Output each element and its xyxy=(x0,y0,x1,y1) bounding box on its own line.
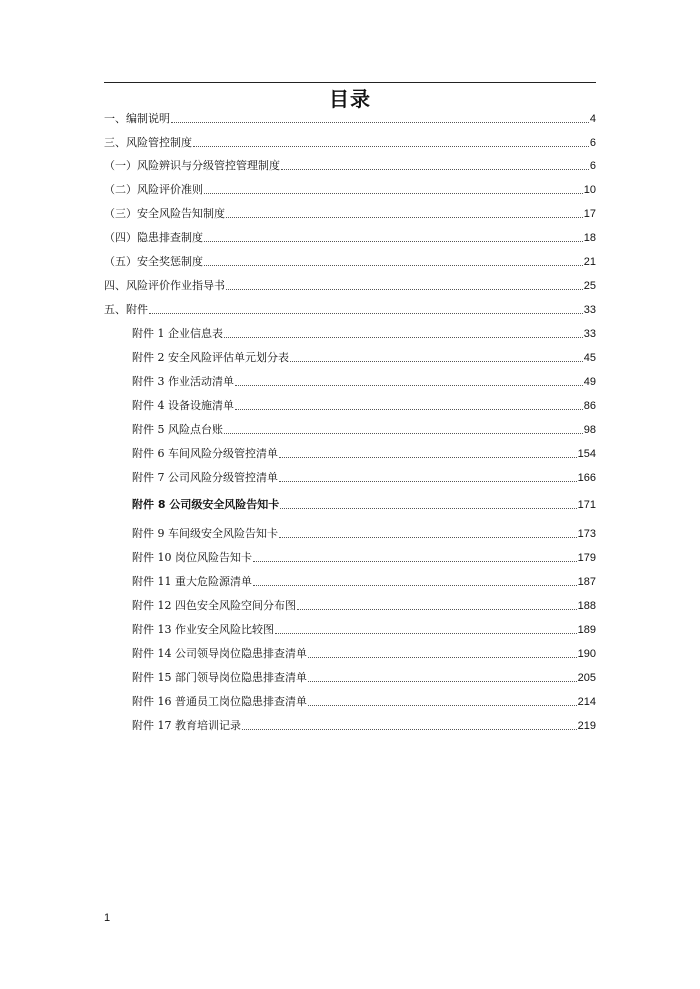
toc-entry[interactable] xyxy=(104,132,596,150)
toc-entry[interactable] xyxy=(104,155,596,173)
toc-entry[interactable] xyxy=(132,443,596,461)
toc-leader-dots xyxy=(281,169,589,170)
toc-entry-label: 五、附件 xyxy=(104,303,148,316)
toc-entry[interactable] xyxy=(132,371,596,389)
toc-entry-page: 98 xyxy=(583,424,596,436)
toc-leader-dots xyxy=(224,337,583,338)
toc-entry-label: 四、风险评价作业指导书 xyxy=(104,279,225,292)
toc-entry-label: 附件 8 公司级安全风险告知卡 xyxy=(132,498,280,511)
toc-entry[interactable] xyxy=(132,571,596,589)
toc-entry-label: 一、编制说明 xyxy=(104,112,170,125)
toc-leader-dots xyxy=(204,241,583,242)
toc-entry-label: 附件 4 设备设施清单 xyxy=(132,399,234,412)
toc-entry-label: 附件 15 部门领导岗位隐患排查清单 xyxy=(132,671,307,684)
toc-title: 目录 xyxy=(329,87,371,111)
toc-entry[interactable] xyxy=(132,595,596,613)
toc-leader-dots xyxy=(171,122,589,123)
toc-entry-page: 21 xyxy=(583,256,596,268)
toc-entry-page: 18 xyxy=(583,232,596,244)
toc-leader-dots xyxy=(204,265,583,266)
toc-entry-label: 附件 13 作业安全风险比较图 xyxy=(132,623,274,636)
toc-entry-label: 附件 1 企业信息表 xyxy=(132,327,223,340)
toc-entry[interactable] xyxy=(132,643,596,661)
toc-entry-page: 33 xyxy=(583,328,596,340)
toc-entry[interactable] xyxy=(104,227,596,245)
toc-entry[interactable] xyxy=(132,395,596,413)
toc-leader-dots xyxy=(279,481,577,482)
toc-entry-label: 附件 11 重大危险源清单 xyxy=(132,575,252,588)
toc-entry-label: 附件 10 岗位风险告知卡 xyxy=(132,551,252,564)
toc-leader-dots xyxy=(308,705,577,706)
toc-entry-label: 附件 17 教育培训记录 xyxy=(132,719,241,732)
toc-leader-dots xyxy=(193,146,589,147)
toc-leader-dots xyxy=(242,729,577,730)
toc-leader-dots xyxy=(308,681,577,682)
toc-entry-page: 166 xyxy=(577,472,596,484)
toc-entry-page: 190 xyxy=(577,648,596,660)
toc-leader-dots xyxy=(226,217,583,218)
toc-entry-page: 17 xyxy=(583,208,596,220)
toc-entry-label: 附件 2 安全风险评估单元划分表 xyxy=(132,351,289,364)
toc-entry-label: （四）隐患排查制度 xyxy=(104,231,203,244)
toc-leader-dots xyxy=(224,433,583,434)
toc-leader-dots xyxy=(280,508,576,509)
toc-entry[interactable] xyxy=(132,494,596,512)
toc-entry-page: 205 xyxy=(577,672,596,684)
toc-entry[interactable] xyxy=(132,419,596,437)
toc-entry-label: （五）安全奖惩制度 xyxy=(104,255,203,268)
toc-entry-page: 6 xyxy=(589,137,596,149)
toc-leader-dots xyxy=(235,409,583,410)
toc-entry-label: （三）安全风险告知制度 xyxy=(104,207,225,220)
toc-entry[interactable] xyxy=(132,715,596,733)
page-number: 1 xyxy=(104,912,111,924)
toc-entry-page: 179 xyxy=(577,552,596,564)
toc-entry-page: 10 xyxy=(583,184,596,196)
toc-entry[interactable] xyxy=(104,108,596,126)
toc-entry[interactable] xyxy=(104,251,596,269)
toc-entry[interactable] xyxy=(104,275,596,293)
toc-entry-page: 173 xyxy=(577,528,596,540)
toc-leader-dots xyxy=(204,193,583,194)
toc-leader-dots xyxy=(275,633,577,634)
toc-entry[interactable] xyxy=(104,299,596,317)
toc-entry-page: 4 xyxy=(589,113,596,125)
toc-leader-dots xyxy=(149,313,583,314)
toc-entry-label: 附件 14 公司领导岗位隐患排查清单 xyxy=(132,647,307,660)
toc-entry-page: 187 xyxy=(577,576,596,588)
toc-entry-label: 附件 6 车间风险分级管控清单 xyxy=(132,447,278,460)
toc-leader-dots xyxy=(226,289,583,290)
toc-entry[interactable] xyxy=(104,179,596,197)
toc-entry[interactable] xyxy=(132,547,596,565)
toc-entry[interactable] xyxy=(132,619,596,637)
toc-entry-page: 45 xyxy=(583,352,596,364)
toc-leader-dots xyxy=(290,361,583,362)
toc-entry[interactable] xyxy=(104,203,596,221)
toc-entry-label: 附件 7 公司风险分级管控清单 xyxy=(132,471,278,484)
toc-leader-dots xyxy=(279,457,577,458)
toc-entry-label: 附件 9 车间级安全风险告知卡 xyxy=(132,527,278,540)
toc-entry[interactable] xyxy=(132,347,596,365)
toc-entry-page: 25 xyxy=(583,280,596,292)
toc-leader-dots xyxy=(308,657,577,658)
toc-entry-label: 附件 16 普通员工岗位隐患排查清单 xyxy=(132,695,307,708)
toc-entry[interactable] xyxy=(132,323,596,341)
toc-leader-dots xyxy=(253,585,577,586)
toc-entry-page: 171 xyxy=(577,499,596,511)
toc-entry-page: 214 xyxy=(577,696,596,708)
toc-entry-label: 附件 3 作业活动清单 xyxy=(132,375,234,388)
toc-entry-page: 219 xyxy=(577,720,596,732)
toc-entry-page: 154 xyxy=(577,448,596,460)
toc-entry[interactable] xyxy=(132,667,596,685)
toc-leader-dots xyxy=(235,385,583,386)
toc-entry[interactable] xyxy=(132,523,596,541)
toc-entry-label: 附件 12 四色安全风险空间分布图 xyxy=(132,599,296,612)
toc-leader-dots xyxy=(253,561,577,562)
toc-entry-label: 三、风险管控制度 xyxy=(104,136,192,149)
toc-entry-label: 附件 5 风险点台账 xyxy=(132,423,223,436)
toc-entry-page: 188 xyxy=(577,600,596,612)
toc-entry-page: 49 xyxy=(583,376,596,388)
toc-entry[interactable] xyxy=(132,467,596,485)
toc-leader-dots xyxy=(279,537,577,538)
toc-leader-dots xyxy=(297,609,577,610)
header-rule xyxy=(104,82,596,83)
toc-entry-page: 86 xyxy=(583,400,596,412)
toc-entry-page: 33 xyxy=(583,304,596,316)
toc-entry-label: （二）风险评价准则 xyxy=(104,183,203,196)
toc-entry-page: 189 xyxy=(577,624,596,636)
toc-entry-label: （一）风险辨识与分级管控管理制度 xyxy=(104,159,280,172)
toc-entry[interactable] xyxy=(132,691,596,709)
toc-entry-page: 6 xyxy=(589,160,596,172)
